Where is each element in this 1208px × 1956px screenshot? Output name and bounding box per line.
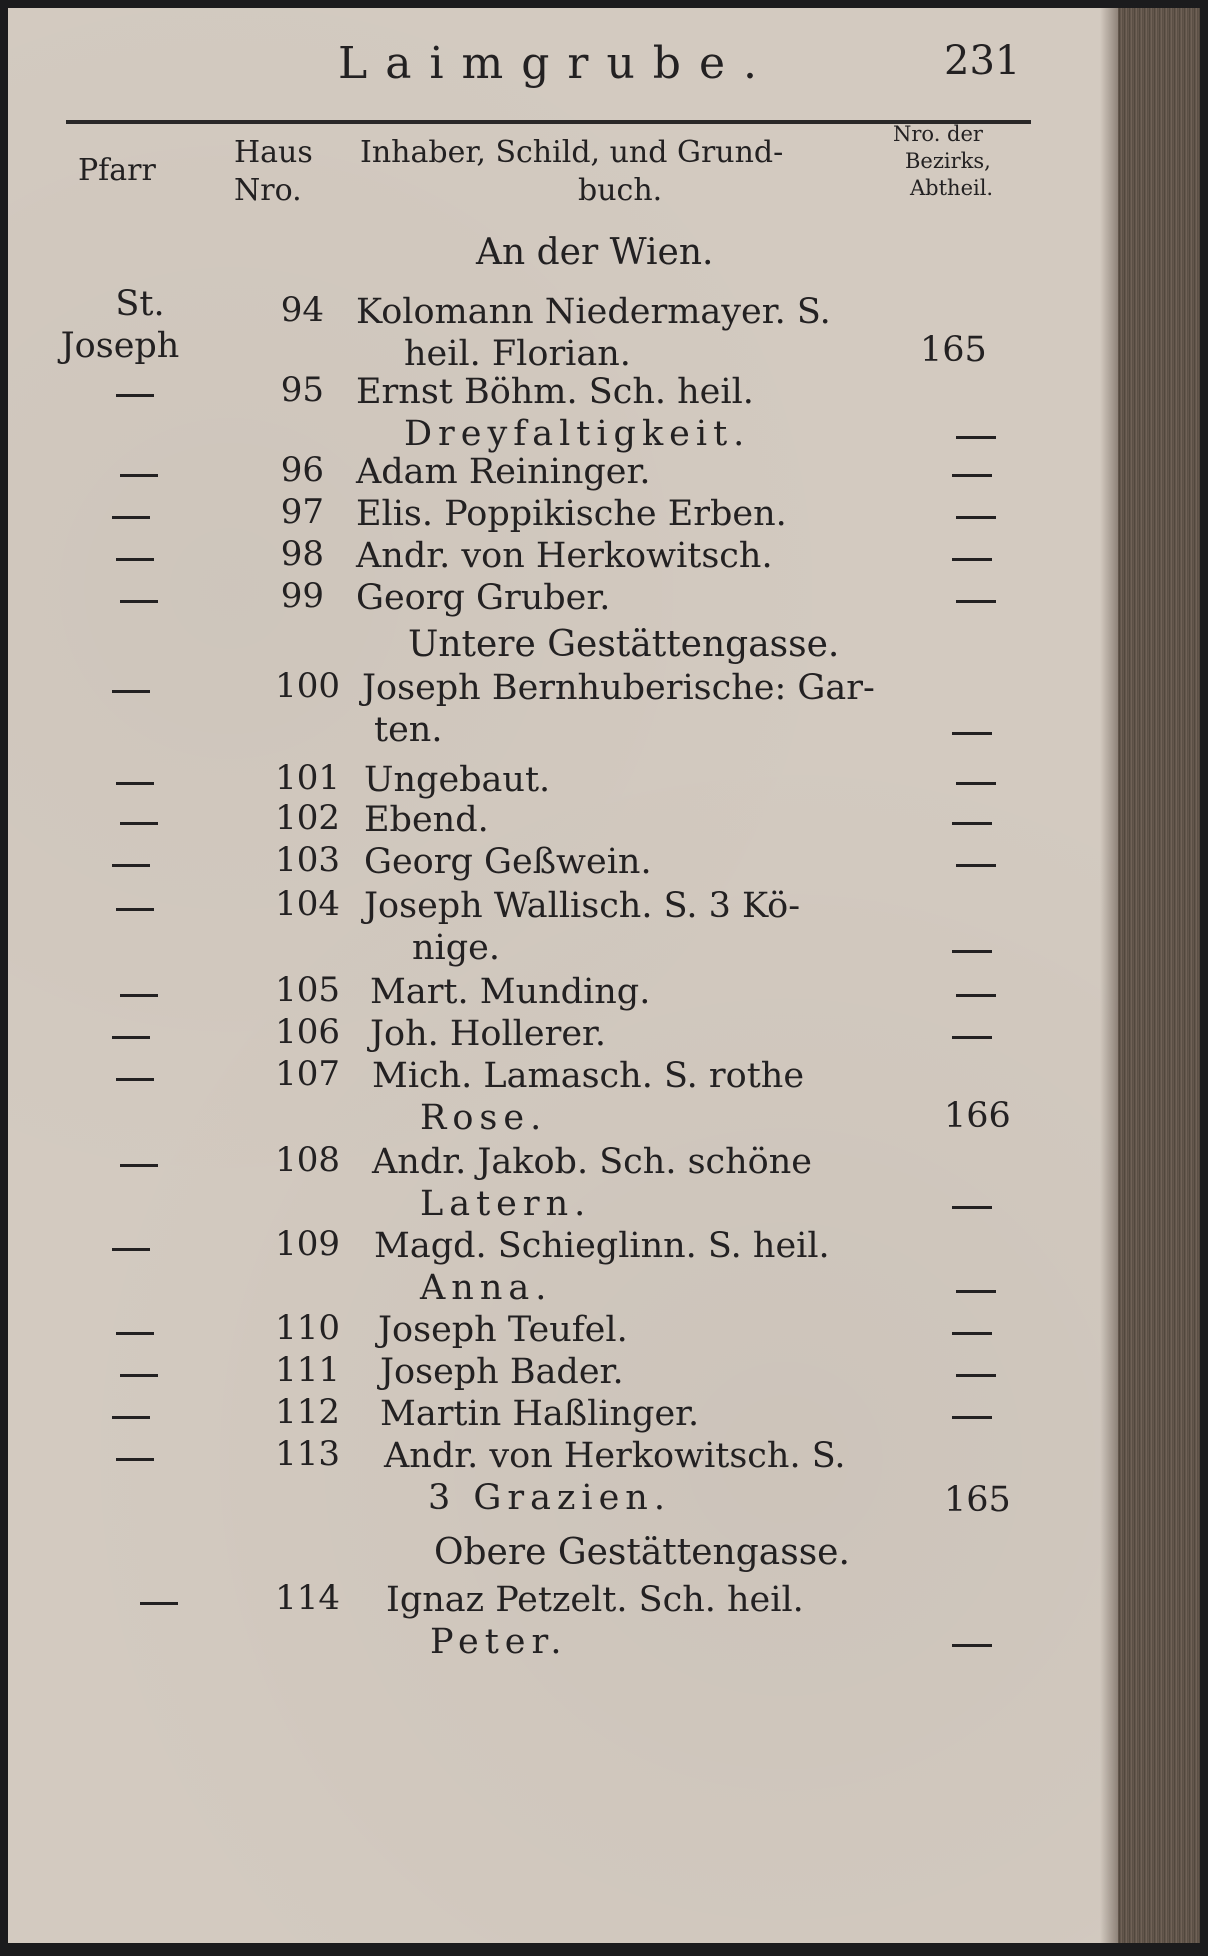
- pfarr-ditto-dash: [112, 1036, 150, 1039]
- bezirk-ditto-dash: [952, 732, 992, 735]
- pfarr-name-line1: St.: [115, 284, 165, 324]
- owner-entry: Elis. Poppikische Erben.: [356, 494, 787, 534]
- bezirk-ditto-dash: [956, 994, 996, 997]
- house-number: 109: [275, 1224, 340, 1264]
- owner-entry-continuation: Dreyfaltigkeit.: [404, 414, 751, 454]
- house-number: 103: [275, 840, 340, 880]
- bezirk-ditto-dash: [952, 558, 992, 561]
- bezirk-ditto-dash: [952, 1036, 992, 1039]
- owner-entry-continuation: Peter.: [430, 1622, 568, 1662]
- owner-entry-continuation: Latern.: [420, 1184, 592, 1224]
- pfarr-ditto-dash: [120, 1164, 158, 1167]
- house-number: 96: [280, 450, 324, 490]
- owner-entry: Andr. Jakob. Sch. schöne: [372, 1142, 812, 1182]
- col-header-nro: Nro.: [234, 173, 302, 208]
- bezirk-ditto-dash: [956, 864, 996, 867]
- bezirk-ditto-dash: [952, 474, 992, 477]
- bezirk-ditto-dash: [956, 1290, 996, 1293]
- house-number: 101: [275, 758, 340, 798]
- owner-entry: Joseph Bernhuberische: Gar-: [362, 668, 875, 708]
- owner-entry: Mich. Lamasch. S. rothe: [372, 1056, 805, 1096]
- pfarr-ditto-dash: [112, 690, 150, 693]
- house-number: 104: [275, 884, 340, 924]
- house-number: 95: [280, 370, 324, 410]
- house-number: 94: [280, 290, 324, 330]
- pfarr-ditto-dash: [116, 908, 154, 911]
- col-header-nro-der: Nro. der: [893, 122, 983, 146]
- bezirk-number: 166: [944, 1096, 1011, 1136]
- owner-entry: Andr. von Herkowitsch. S.: [384, 1436, 846, 1476]
- house-number: 106: [275, 1012, 340, 1052]
- bezirk-ditto-dash: [952, 1332, 992, 1335]
- pfarr-ditto-dash: [120, 474, 158, 477]
- owner-entry: Ungebaut.: [364, 760, 551, 800]
- pfarr-ditto-dash: [112, 516, 150, 519]
- pfarr-ditto-dash: [112, 864, 150, 867]
- pfarr-ditto-dash: [120, 822, 158, 825]
- col-header-haus: Haus: [234, 135, 313, 170]
- bezirk-ditto-dash: [956, 782, 996, 785]
- pfarr-name-line2: Joseph: [60, 326, 180, 366]
- col-header-pfarr: Pfarr: [78, 153, 156, 188]
- section-obere-gestaettengasse: Obere Gestättengasse.: [434, 1532, 850, 1573]
- house-number: 107: [275, 1054, 340, 1094]
- owner-entry: Joseph Wallisch. S. 3 Kö-: [364, 886, 801, 926]
- page-number: 231: [944, 38, 1021, 84]
- running-title: Laimgrube.: [338, 38, 775, 89]
- pfarr-ditto-dash: [116, 394, 154, 397]
- owner-entry-continuation: Anna.: [420, 1268, 553, 1308]
- owner-entry: Kolomann Niedermayer. S.: [356, 292, 831, 332]
- owner-entry: Georg Gruber.: [356, 578, 611, 618]
- owner-entry: Martin Haßlinger.: [380, 1394, 700, 1434]
- pfarr-ditto-dash: [140, 1602, 178, 1605]
- bezirk-ditto-dash: [952, 822, 992, 825]
- pfarr-ditto-dash: [112, 1248, 150, 1251]
- bezirk-ditto-dash: [952, 1416, 992, 1419]
- owner-entry-continuation: Rose.: [420, 1098, 548, 1138]
- bezirk-ditto-dash: [956, 436, 996, 439]
- bezirk-number: 165: [920, 330, 987, 370]
- pfarr-ditto-dash: [120, 1374, 158, 1377]
- col-header-bezirks: Bezirks,: [905, 149, 991, 173]
- pfarr-ditto-dash: [120, 600, 158, 603]
- pfarr-ditto-dash: [116, 558, 154, 561]
- bezirk-ditto-dash: [956, 516, 996, 519]
- pfarr-ditto-dash: [116, 1078, 154, 1081]
- house-number: 102: [275, 798, 340, 838]
- pfarr-ditto-dash: [116, 1332, 154, 1335]
- owner-entry: Adam Reininger.: [356, 452, 651, 492]
- owner-entry: Joseph Bader.: [380, 1352, 624, 1392]
- house-number: 97: [280, 492, 324, 532]
- section-an-der-wien: An der Wien.: [476, 232, 714, 273]
- house-number: 99: [280, 576, 324, 616]
- col-header-buch: buch.: [578, 173, 663, 208]
- owner-entry-continuation: ten.: [374, 710, 443, 750]
- owner-entry: Magd. Schieglinn. S. heil.: [374, 1226, 830, 1266]
- house-number: 112: [275, 1392, 340, 1432]
- bezirk-ditto-dash: [952, 1644, 992, 1647]
- owner-entry-continuation: nige.: [412, 928, 500, 968]
- bezirk-ditto-dash: [952, 950, 992, 953]
- house-number: 108: [275, 1140, 340, 1180]
- house-number: 113: [275, 1434, 340, 1474]
- owner-entry: Andr. von Herkowitsch.: [356, 536, 773, 576]
- house-number: 100: [275, 666, 340, 706]
- owner-entry: Joh. Hollerer.: [370, 1014, 607, 1054]
- owner-entry: Ebend.: [364, 800, 489, 840]
- bezirk-number: 165: [944, 1480, 1011, 1520]
- book-page-edges: [1118, 8, 1200, 1943]
- house-number: 110: [275, 1308, 340, 1348]
- header-rule: [66, 120, 1031, 124]
- owner-entry-continuation: heil. Florian.: [404, 334, 631, 374]
- pfarr-ditto-dash: [112, 1416, 150, 1419]
- owner-entry: Mart. Munding.: [370, 972, 651, 1012]
- owner-entry: Joseph Teufel.: [378, 1310, 628, 1350]
- owner-entry: Ignaz Petzelt. Sch. heil.: [386, 1580, 804, 1620]
- pfarr-ditto-dash: [116, 1458, 154, 1461]
- house-number: 111: [275, 1350, 340, 1390]
- house-number: 114: [275, 1578, 340, 1618]
- house-number: 98: [280, 534, 324, 574]
- col-header-inhaber: Inhaber, Schild, und Grund-: [360, 135, 784, 170]
- pfarr-ditto-dash: [120, 994, 158, 997]
- pfarr-ditto-dash: [116, 782, 154, 785]
- section-untere-gestaettengasse: Untere Gestättengasse.: [408, 624, 840, 665]
- bezirk-ditto-dash: [956, 600, 996, 603]
- house-number: 105: [275, 970, 340, 1010]
- owner-entry: Georg Geßwein.: [364, 842, 652, 882]
- bezirk-ditto-dash: [952, 1206, 992, 1209]
- col-header-abtheil: Abtheil.: [910, 176, 994, 200]
- owner-entry-continuation: 3 Grazien.: [428, 1478, 671, 1518]
- owner-entry: Ernst Böhm. Sch. heil.: [356, 372, 754, 412]
- bezirk-ditto-dash: [956, 1374, 996, 1377]
